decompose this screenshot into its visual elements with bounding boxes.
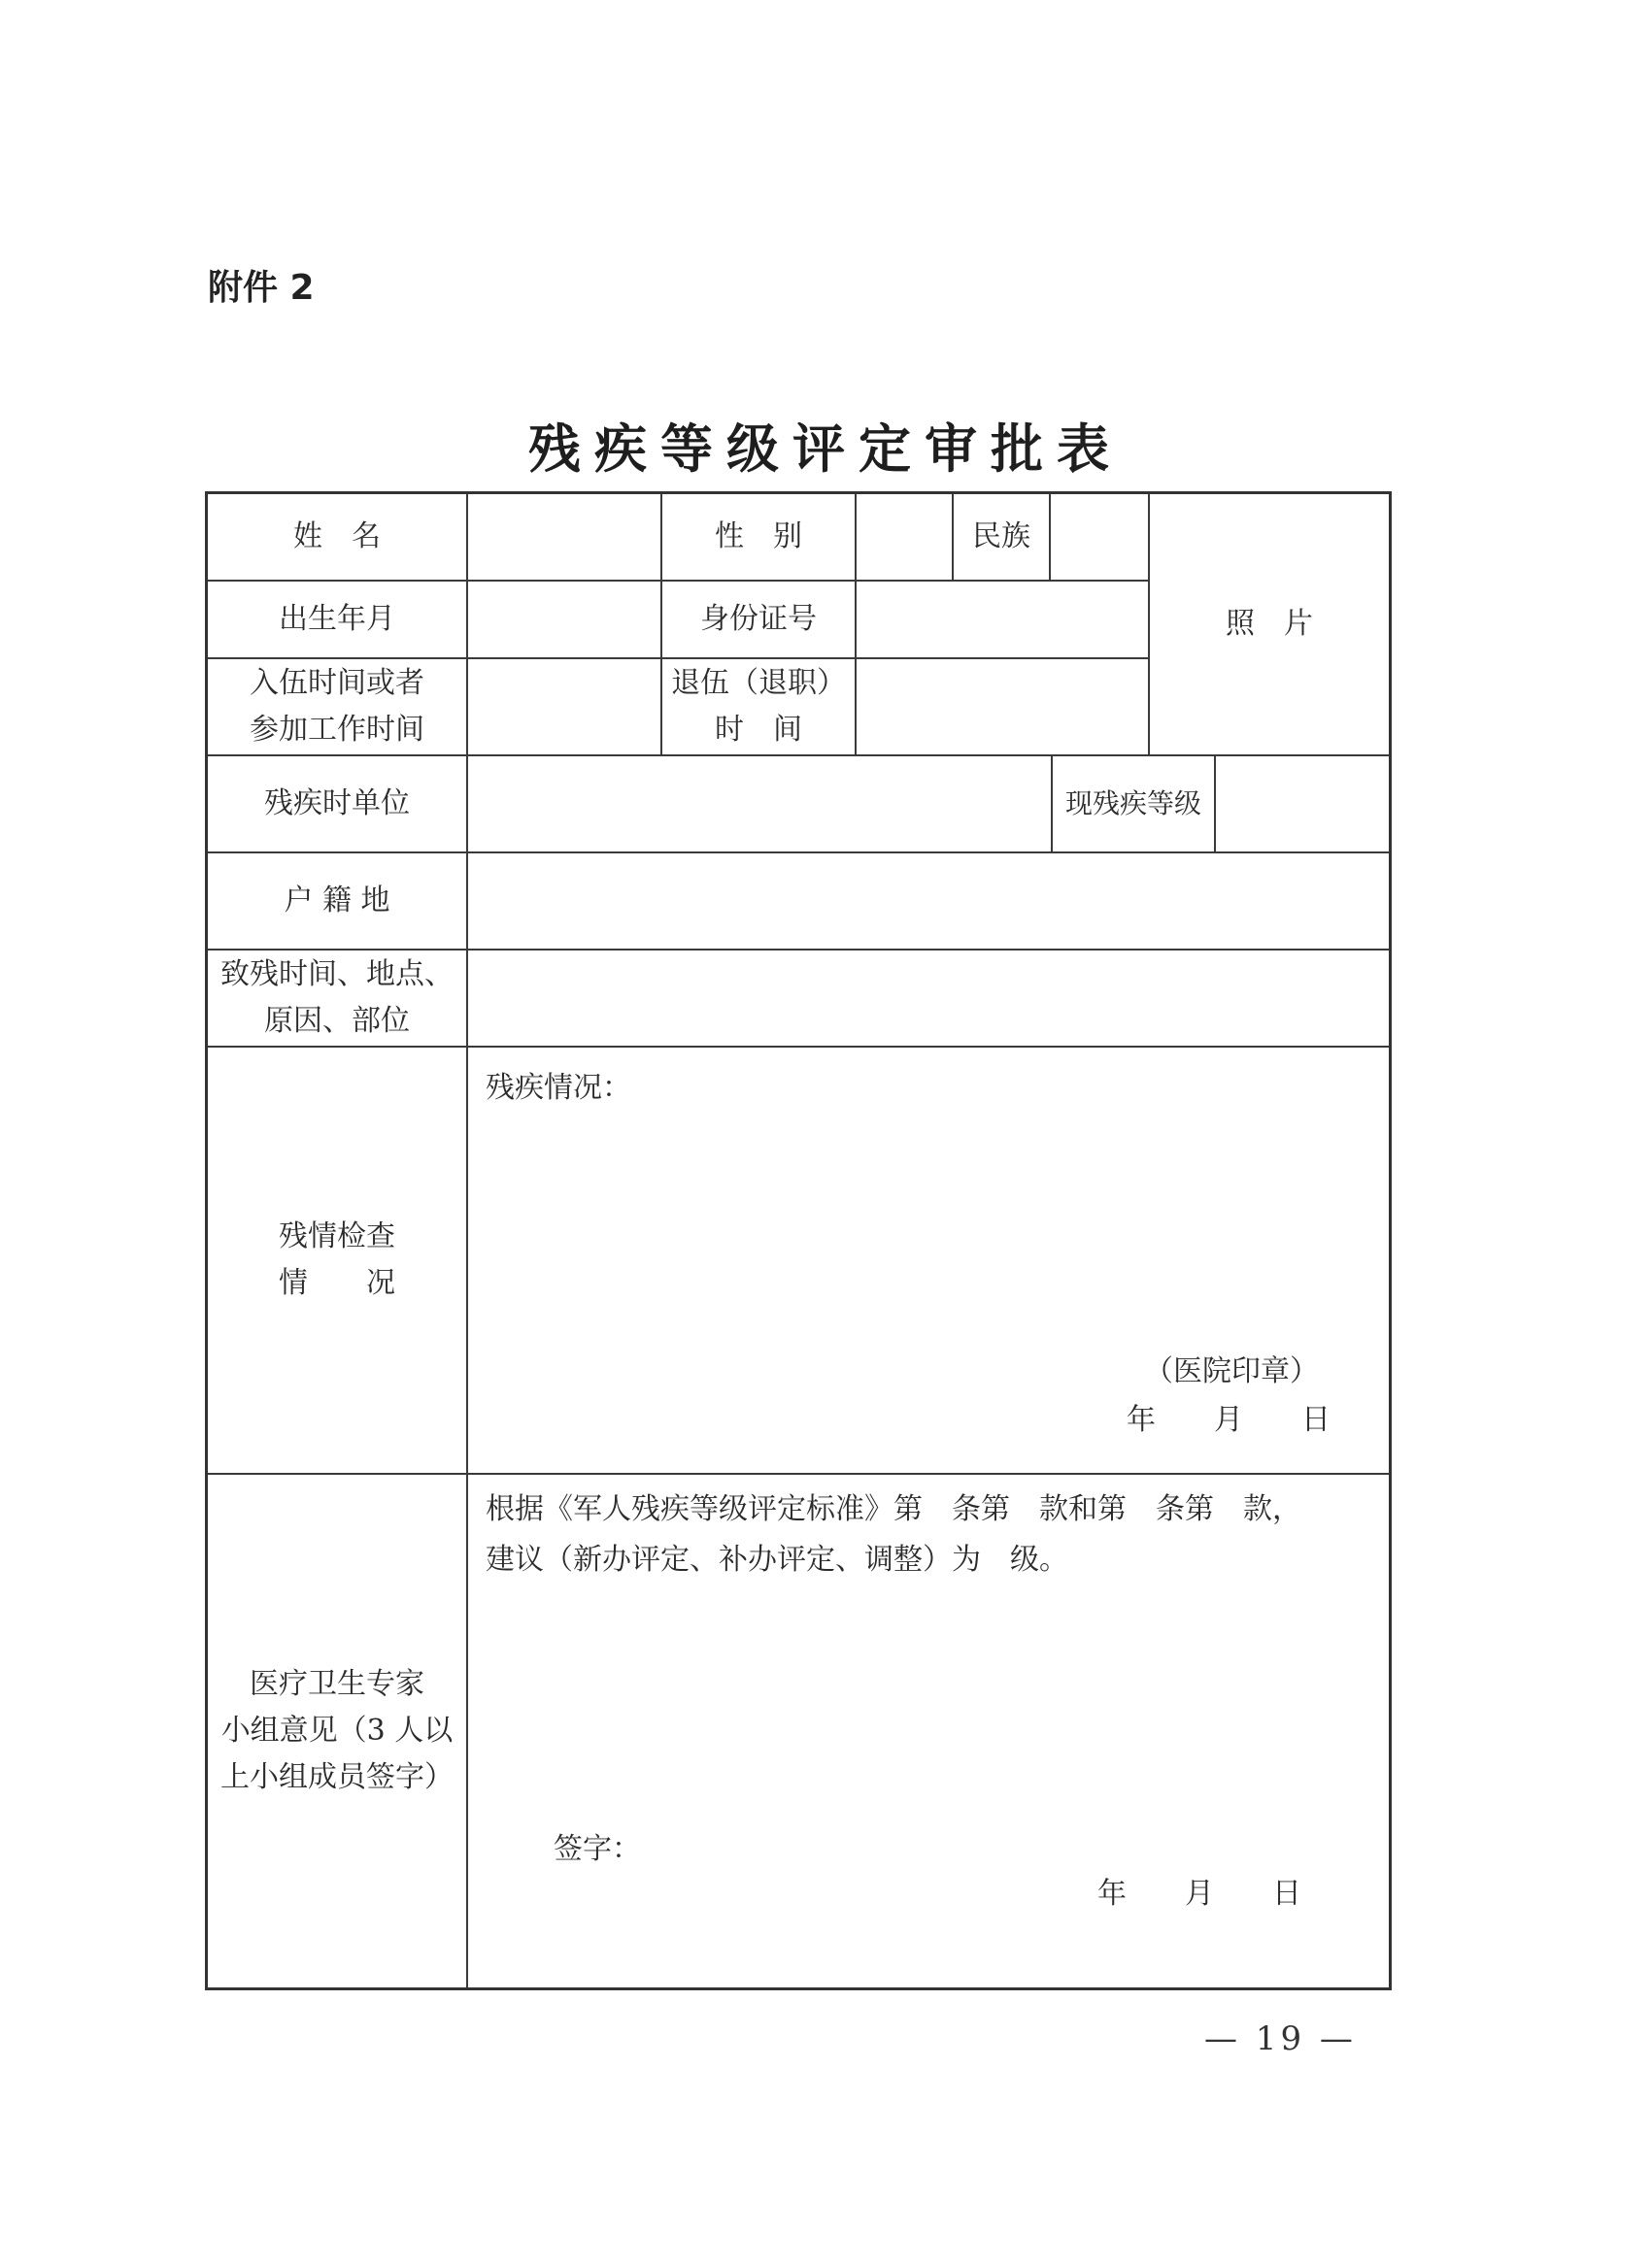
cause-field[interactable] (468, 951, 1389, 1046)
hospital-seal-label: （医院印章） (1144, 1354, 1319, 1388)
household-label: 户 籍 地 (284, 884, 390, 917)
ethnicity-label: 民族 (972, 519, 1030, 553)
id-number-field[interactable] (857, 582, 1148, 657)
enlist-label-line2: 参加工作时间 (250, 713, 424, 747)
cause-label (208, 951, 466, 1046)
exam-content-label: 残疾情况： (486, 1071, 631, 1105)
page-number: — 19 — (1204, 2019, 1357, 2058)
retire-time-label (662, 659, 855, 754)
expert-opinion-text-line1: 根据《军人残疾等级评定标准》第 条第 款和第 条第 款， (486, 1492, 1301, 1526)
enlist-time-field[interactable] (468, 659, 660, 754)
unit-field[interactable] (468, 756, 1051, 851)
disability-level-field[interactable] (1216, 756, 1389, 851)
expert-label-line3: 上小组成员签字） (220, 1760, 454, 1794)
retire-label-line2: 时 间 (715, 713, 802, 747)
exam-label (208, 1048, 466, 1473)
household-field[interactable] (468, 853, 1389, 949)
signature-label: 签字： (554, 1832, 641, 1866)
expert-date: 年 月 日 (1097, 1877, 1301, 1911)
birth-label: 出生年月 (279, 602, 395, 636)
exam-date: 年 月 日 (1127, 1403, 1331, 1437)
gender-field[interactable] (857, 494, 952, 580)
photo-placeholder[interactable]: 照 片 (1226, 607, 1313, 641)
cause-label-line1: 致残时间、地点、 (220, 957, 454, 991)
name-label: 姓 名 (293, 519, 381, 553)
retire-label-line1: 退伍（退职） (671, 666, 846, 700)
enlist-label-line1: 入伍时间或者 (250, 666, 424, 700)
enlist-time-label (208, 659, 466, 754)
expert-opinion-label (208, 1475, 466, 1987)
approval-form-table (205, 491, 1392, 1990)
expert-label-line1: 医疗卫生专家 (250, 1667, 424, 1701)
id-number-label: 身份证号 (700, 602, 817, 636)
exam-label-line1: 残情检查 (279, 1219, 395, 1253)
exam-label-line2: 情 况 (279, 1266, 395, 1300)
attachment-label: 附件 2 (208, 268, 315, 308)
page-title: 残疾等级评定审批表 (528, 417, 1123, 480)
expert-opinion-text-line2: 建议（新办评定、补办评定、调整）为 级。 (486, 1543, 1068, 1577)
gender-label: 性 别 (715, 519, 802, 553)
ethnicity-field[interactable] (1051, 494, 1148, 580)
retire-time-field[interactable] (857, 659, 1148, 754)
cause-label-line2: 原因、部位 (264, 1004, 410, 1038)
expert-label-line2: 小组意见（3 人以 (220, 1714, 454, 1748)
unit-label: 残疾时单位 (264, 786, 410, 820)
birth-field[interactable] (468, 582, 660, 657)
name-field[interactable] (468, 494, 660, 580)
disability-level-label: 现残疾等级 (1064, 787, 1201, 819)
